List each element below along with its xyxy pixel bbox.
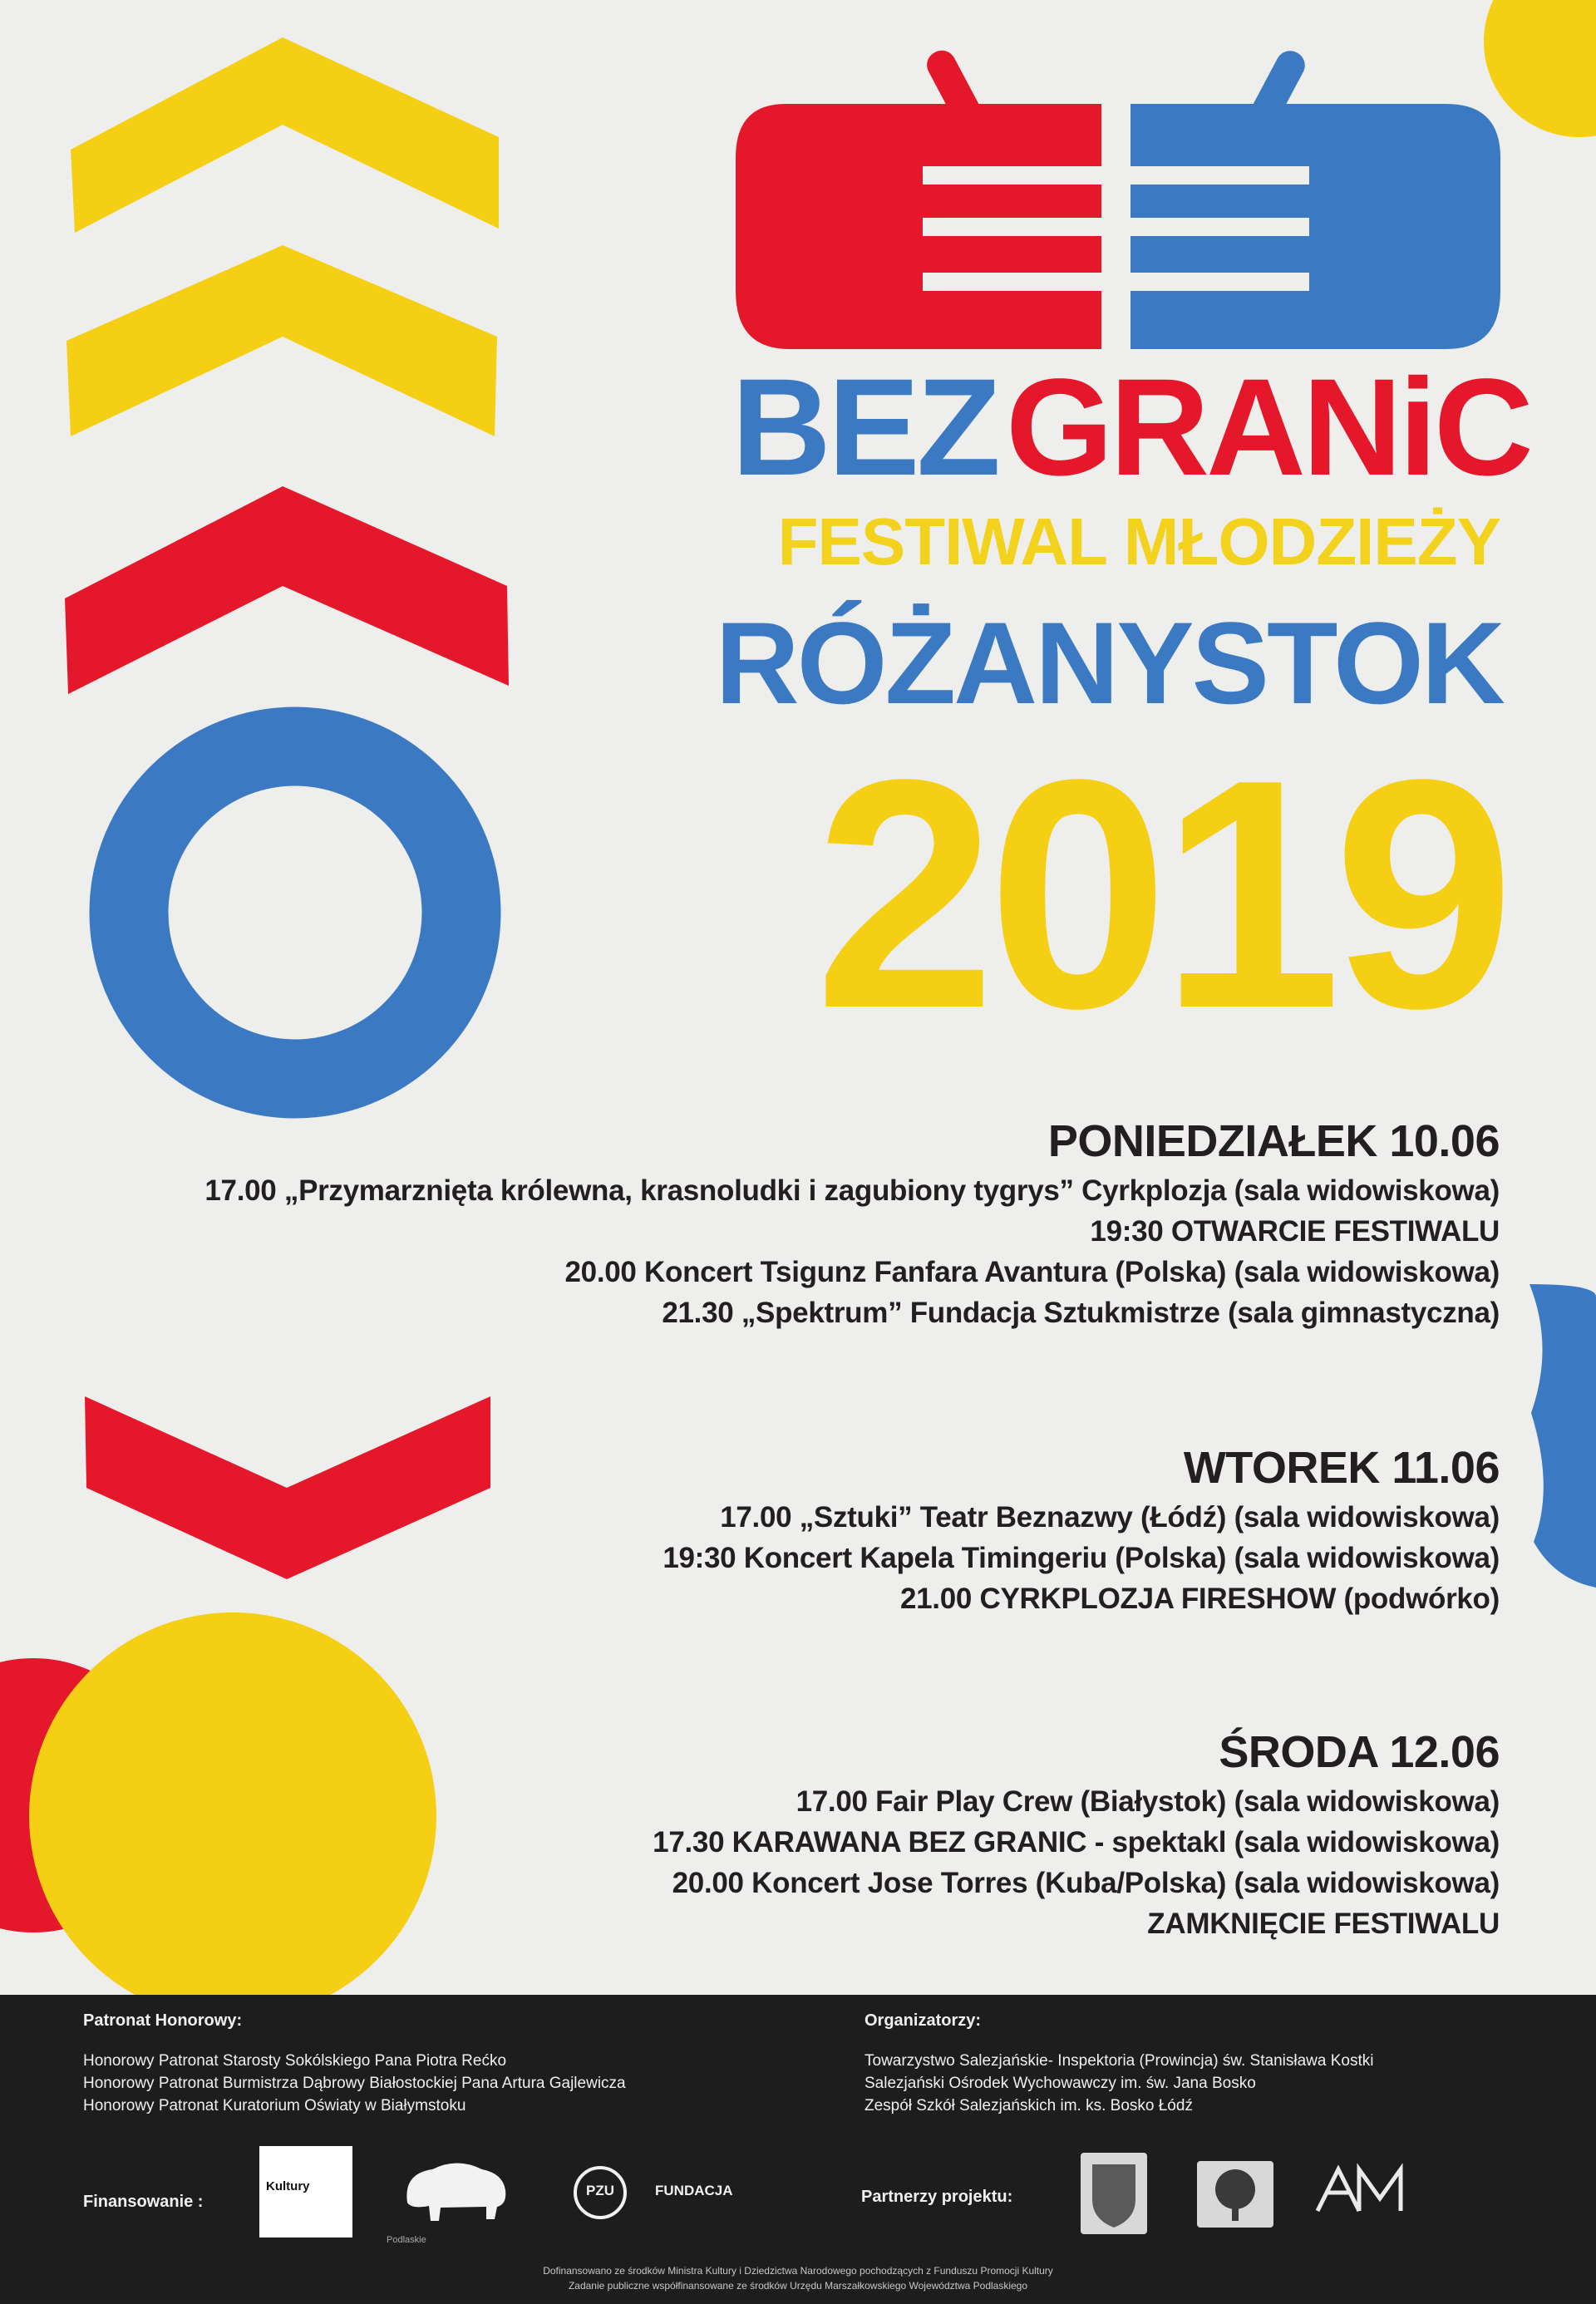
patronat-heading: Patronat Honorowy: bbox=[83, 2011, 243, 2030]
ministry-logo-text: Kultury bbox=[266, 2179, 310, 2193]
partner-am-logo-icon bbox=[1309, 2161, 1409, 2219]
event-line: 17.00 Fair Play Crew (Białystok) (sala widowiskowa) bbox=[796, 1785, 1500, 1818]
schedule-day-wednesday bbox=[653, 1729, 1500, 1944]
festival-subtitle: FESTIWAL MŁODZIEŻY bbox=[777, 505, 1500, 578]
year-title: 2019 bbox=[814, 712, 1506, 1076]
event-line: 20.00 Koncert Tsigunz Fanfara Avantura (Polska) (sala widowiskowa) bbox=[564, 1255, 1500, 1288]
fine-print-line: Dofinansowano ze środków Ministra Kultury i Dziedzictwa Narodowego pochodzących z Funduszu Promocji Kultury bbox=[543, 2265, 1053, 2277]
partner-crest-logo bbox=[1081, 2153, 1147, 2234]
event-line: 21.30 „Spektrum” Fundacja Sztukmistrze (sala gimnastyczna) bbox=[662, 1296, 1500, 1329]
bison-logo-icon bbox=[391, 2153, 515, 2228]
day-heading: WTOREK 11.06 bbox=[1183, 1443, 1500, 1493]
organizator-item: Salezjański Ośrodek Wychowawczy im. św. Jana Bosko bbox=[864, 2075, 1256, 2092]
organizator-item: Towarzystwo Salezjańskie- Inspektoria (Prowincja) św. Stanisława Kostki bbox=[864, 2052, 1374, 2070]
patronat-item: Honorowy Patronat Starosty Sokólskiego Pana Piotra Rećko bbox=[83, 2052, 507, 2070]
yellow-chevron-top bbox=[71, 37, 499, 233]
blue-ring bbox=[129, 746, 461, 1079]
yellow-corner-circle bbox=[1484, 0, 1596, 137]
red-chevron-up bbox=[65, 486, 509, 694]
city-title: RÓŻANYSTOK bbox=[715, 598, 1503, 728]
finansowanie-label: Finansowanie : bbox=[83, 2193, 204, 2211]
event-line: 17.00 „Przymarznięta królewna, krasnoludki i zagubiony tygrys” Cyrkplozja (sala widowiskowa) bbox=[204, 1174, 1500, 1207]
yellow-chevron-middle bbox=[66, 245, 497, 436]
event-line: 17.30 KARAWANA BEZ GRANIC - spektakl (sala widowiskowa) bbox=[653, 1825, 1500, 1858]
red-chevron-down bbox=[85, 1396, 490, 1579]
footer bbox=[0, 1995, 1596, 2304]
blue-hand-logo bbox=[1130, 46, 1500, 349]
patronat-item: Honorowy Patronat Kuratorium Oświaty w Białymstoku bbox=[83, 2097, 466, 2114]
day-heading: ŚRODA 12.06 bbox=[1219, 1727, 1500, 1777]
event-line: 19:30 Koncert Kapela Timingeriu (Polska) (sala widowiskowa) bbox=[663, 1541, 1500, 1574]
schedule-day-tuesday bbox=[663, 1445, 1500, 1619]
partnerzy-label: Partnerzy projektu: bbox=[861, 2188, 1013, 2206]
ministry-logo bbox=[259, 2146, 352, 2238]
day-heading: PONIEDZIAŁEK 10.06 bbox=[1047, 1116, 1500, 1166]
yellow-circle bbox=[29, 1612, 436, 2020]
blue-edge-shape bbox=[1530, 1284, 1596, 1588]
title-bez: BEZ bbox=[732, 351, 998, 505]
partner-tree-logo bbox=[1197, 2161, 1273, 2228]
red-hand-logo bbox=[736, 46, 1101, 349]
schedule-day-monday bbox=[204, 1118, 1500, 1333]
event-line: 21.00 CYRKPLOZJA FIRESHOW (podwórko) bbox=[899, 1582, 1500, 1615]
event-line: ZAMKNIĘCIE FESTIWALU bbox=[1147, 1907, 1500, 1940]
patronat-item: Honorowy Patronat Burmistrza Dąbrowy Białostockiej Pana Artura Gajlewicza bbox=[83, 2075, 626, 2092]
organizator-item: Zespół Szkół Salezjańskich im. ks. Bosko Łódź bbox=[864, 2097, 1193, 2114]
event-line: 19:30 OTWARCIE FESTIWALU bbox=[1090, 1214, 1500, 1248]
event-line: 20.00 Koncert Jose Torres (Kuba/Polska) (sala widowiskowa) bbox=[672, 1866, 1500, 1899]
tree-icon bbox=[1197, 2161, 1273, 2228]
organizatorzy-heading: Organizatorzy: bbox=[864, 2011, 982, 2030]
podlaskie-label: Podlaskie bbox=[387, 2235, 426, 2245]
event-line: 17.00 „Sztuki” Teatr Beznazwy (Łódź) (sala widowiskowa) bbox=[720, 1500, 1500, 1534]
pzu-logo-text: PZU bbox=[586, 2183, 614, 2198]
fundacja-label: FUNDACJA bbox=[655, 2183, 733, 2198]
fine-print-line: Zadanie publiczne współfinansowane ze środków Urzędu Marszałkowskiego Województwa Podlaskiego bbox=[568, 2280, 1028, 2292]
title-granic: GRANiC bbox=[1006, 351, 1530, 505]
pzu-logo-icon bbox=[574, 2166, 627, 2219]
crest-icon bbox=[1081, 2153, 1147, 2234]
